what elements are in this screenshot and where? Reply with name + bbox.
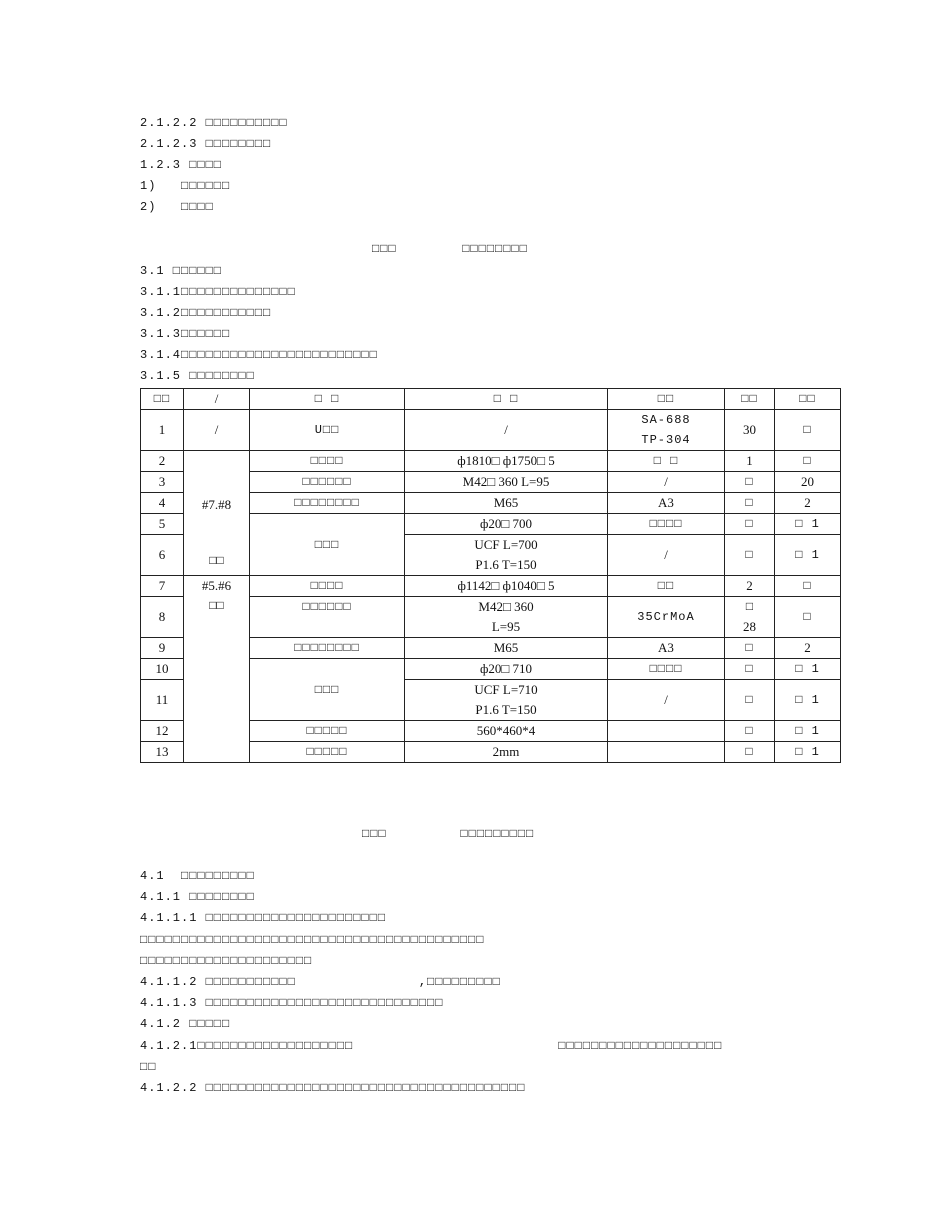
- row-number: 4: [141, 493, 184, 514]
- group-cell-56: [184, 576, 250, 763]
- qty-cell: □: [775, 597, 841, 638]
- spec-cell: ф1142□ ф1040□ 5: [405, 576, 608, 597]
- table-row: [141, 576, 841, 597]
- header-cell: □□: [608, 389, 725, 410]
- material-cell: [608, 742, 725, 763]
- section-line: 3.1.2□□□□□□□□□□□: [140, 306, 272, 320]
- qty-cell: □ 1: [775, 535, 841, 576]
- section-line: 4.1 □□□□□□□□□: [140, 869, 255, 883]
- table-row: [141, 410, 841, 451]
- table-row: [141, 451, 841, 472]
- unit-cell: 30: [725, 410, 775, 451]
- spec-line: L=95: [491, 619, 521, 634]
- row-number: 10: [141, 659, 184, 680]
- name-cell: □□□□□□□□: [250, 493, 405, 514]
- material-cell: 35CrMoA: [608, 597, 725, 638]
- material-cell: □ □: [608, 451, 725, 472]
- row-number: 5: [141, 514, 184, 535]
- unit-cell: □: [725, 493, 775, 514]
- qty-cell: □: [775, 410, 841, 451]
- unit-cell: □: [725, 472, 775, 493]
- section-line: 4.1.2.2 □□□□□□□□□□□□□□□□□□□□□□□□□□□□□□□□□□□□□□□: [140, 1081, 526, 1095]
- section-line: 3.1.5 □□□□□□□□: [140, 369, 255, 383]
- section-line: 4.1.1 □□□□□□□□: [140, 890, 255, 904]
- material-line: SA-688: [641, 413, 691, 427]
- material-cell: [608, 410, 725, 451]
- row-number: 11: [141, 680, 184, 721]
- group-sub-label: □□: [209, 554, 224, 568]
- list-item: 2) □□□□: [140, 200, 214, 214]
- qty-cell: □ 1: [775, 514, 841, 535]
- unit-cell: □: [725, 680, 775, 721]
- header-cell: □□: [141, 389, 184, 410]
- section-line: 4.1.2.1□□□□□□□□□□□□□□□□□□□ □□□□□□□□□□□□□□□□□□□□: [140, 1039, 723, 1053]
- qty-cell: □ 1: [775, 680, 841, 721]
- parts-table: [140, 388, 841, 763]
- group-cell-78: [184, 451, 250, 576]
- unit-cell: □: [725, 514, 775, 535]
- unit-cell: □: [725, 742, 775, 763]
- material-cell: A3: [608, 493, 725, 514]
- unit-cell: [725, 597, 775, 638]
- spec-cell: ф1810□ ф1750□ 5: [405, 451, 608, 472]
- material-cell: /: [608, 680, 725, 721]
- group-cell: /: [184, 410, 250, 451]
- spec-cell: ф20□ 710: [405, 659, 608, 680]
- name-cell: □□□□□: [250, 721, 405, 742]
- qty-cell: □ 1: [775, 659, 841, 680]
- spec-line: UCF L=710: [474, 682, 538, 697]
- header-cell: /: [184, 389, 250, 410]
- spec-cell: 560*460*4: [405, 721, 608, 742]
- row-number: 7: [141, 576, 184, 597]
- name-cell: □□□: [250, 659, 405, 721]
- qty-cell: □: [775, 576, 841, 597]
- section-line: 4.1.2 □□□□□: [140, 1017, 231, 1031]
- material-cell: □□□□: [608, 514, 725, 535]
- name-cell: □□□□□□: [250, 472, 405, 493]
- name-cell: □□□□□□: [250, 597, 405, 638]
- section-line: 4.1.1.2 □□□□□□□□□□□ ,□□□□□□□□□: [140, 975, 501, 989]
- unit-cell: 2: [725, 576, 775, 597]
- header-cell: □□: [725, 389, 775, 410]
- row-number: 1: [141, 410, 184, 451]
- unit-cell: □: [725, 721, 775, 742]
- row-number: 9: [141, 638, 184, 659]
- section-line: □□□□□□□□□□□□□□□□□□□□□: [140, 954, 313, 968]
- spec-cell: M42□ 360 L=95: [405, 472, 608, 493]
- material-cell: [608, 721, 725, 742]
- chapter-4-title: □□□ □□□□□□□□□: [362, 827, 535, 841]
- row-number: 12: [141, 721, 184, 742]
- material-cell: /: [608, 535, 725, 576]
- group-label: #5.#6: [201, 578, 232, 593]
- unit-cell: □: [725, 535, 775, 576]
- row-number: 6: [141, 535, 184, 576]
- spec-cell: ф20□ 700: [405, 514, 608, 535]
- qty-cell: 2: [775, 638, 841, 659]
- unit-cell: 1: [725, 451, 775, 472]
- spec-cell: 2mm: [405, 742, 608, 763]
- qty-cell: □ 1: [775, 742, 841, 763]
- row-number: 3: [141, 472, 184, 493]
- spec-cell: [405, 680, 608, 721]
- name-cell: □□□□: [250, 451, 405, 472]
- list-item: 1) □□□□□□: [140, 179, 231, 193]
- spec-line: P1.6 T=150: [475, 702, 537, 717]
- material-cell: /: [608, 472, 725, 493]
- material-line: TP-304: [641, 433, 691, 447]
- row-number: 13: [141, 742, 184, 763]
- section-line: □□: [140, 1060, 157, 1074]
- unit-cell: □: [725, 659, 775, 680]
- spec-line: UCF L=700: [474, 537, 538, 552]
- header-cell: □ □: [250, 389, 405, 410]
- row-number: 8: [141, 597, 184, 638]
- section-line: 3.1.4□□□□□□□□□□□□□□□□□□□□□□□□: [140, 348, 378, 362]
- spec-cell: M65: [405, 493, 608, 514]
- spec-cell: /: [405, 410, 608, 451]
- name-cell: □□□□□: [250, 742, 405, 763]
- section-line: 3.1.3□□□□□□: [140, 327, 231, 341]
- chapter-3-title: □□□ □□□□□□□□: [372, 242, 528, 256]
- section-line: 4.1.1.3 □□□□□□□□□□□□□□□□□□□□□□□□□□□□□: [140, 996, 444, 1010]
- table-header-row: [141, 389, 841, 410]
- material-cell: □□: [608, 576, 725, 597]
- spec-cell: [405, 535, 608, 576]
- spec-cell: M65: [405, 638, 608, 659]
- section-line: 3.1 □□□□□□: [140, 264, 223, 278]
- name-cell: □□□□: [250, 576, 405, 597]
- header-cell: □ □: [405, 389, 608, 410]
- material-cell: □□□□: [608, 659, 725, 680]
- section-line: 4.1.1.1 □□□□□□□□□□□□□□□□□□□□□□: [140, 911, 387, 925]
- section-line: □□□□□□□□□□□□□□□□□□□□□□□□□□□□□□□□□□□□□□□□□□: [140, 933, 485, 947]
- qty-cell: 20: [775, 472, 841, 493]
- text-line: 2.1.2.3 □□□□□□□□: [140, 137, 272, 151]
- group-label: #7.#8: [201, 497, 232, 512]
- qty-cell: □: [775, 451, 841, 472]
- row-number: 2: [141, 451, 184, 472]
- text-line: 1.2.3 □□□□: [140, 158, 223, 172]
- name-cell: □□□□□□□□: [250, 638, 405, 659]
- spec-line: M42□ 360: [478, 599, 534, 614]
- group-sub-label: □□: [209, 599, 224, 613]
- unit-line: 28: [743, 619, 756, 634]
- spec-line: P1.6 T=150: [475, 557, 537, 572]
- text-line: 2.1.2.2 □□□□□□□□□□: [140, 116, 288, 130]
- header-cell: □□: [775, 389, 841, 410]
- qty-cell: 2: [775, 493, 841, 514]
- qty-cell: □ 1: [775, 721, 841, 742]
- material-cell: A3: [608, 638, 725, 659]
- spec-cell: [405, 597, 608, 638]
- name-cell: U□□: [250, 410, 405, 451]
- unit-line: □: [745, 600, 754, 614]
- unit-cell: □: [725, 638, 775, 659]
- section-line: 3.1.1□□□□□□□□□□□□□□: [140, 285, 296, 299]
- name-cell: □□□: [250, 514, 405, 576]
